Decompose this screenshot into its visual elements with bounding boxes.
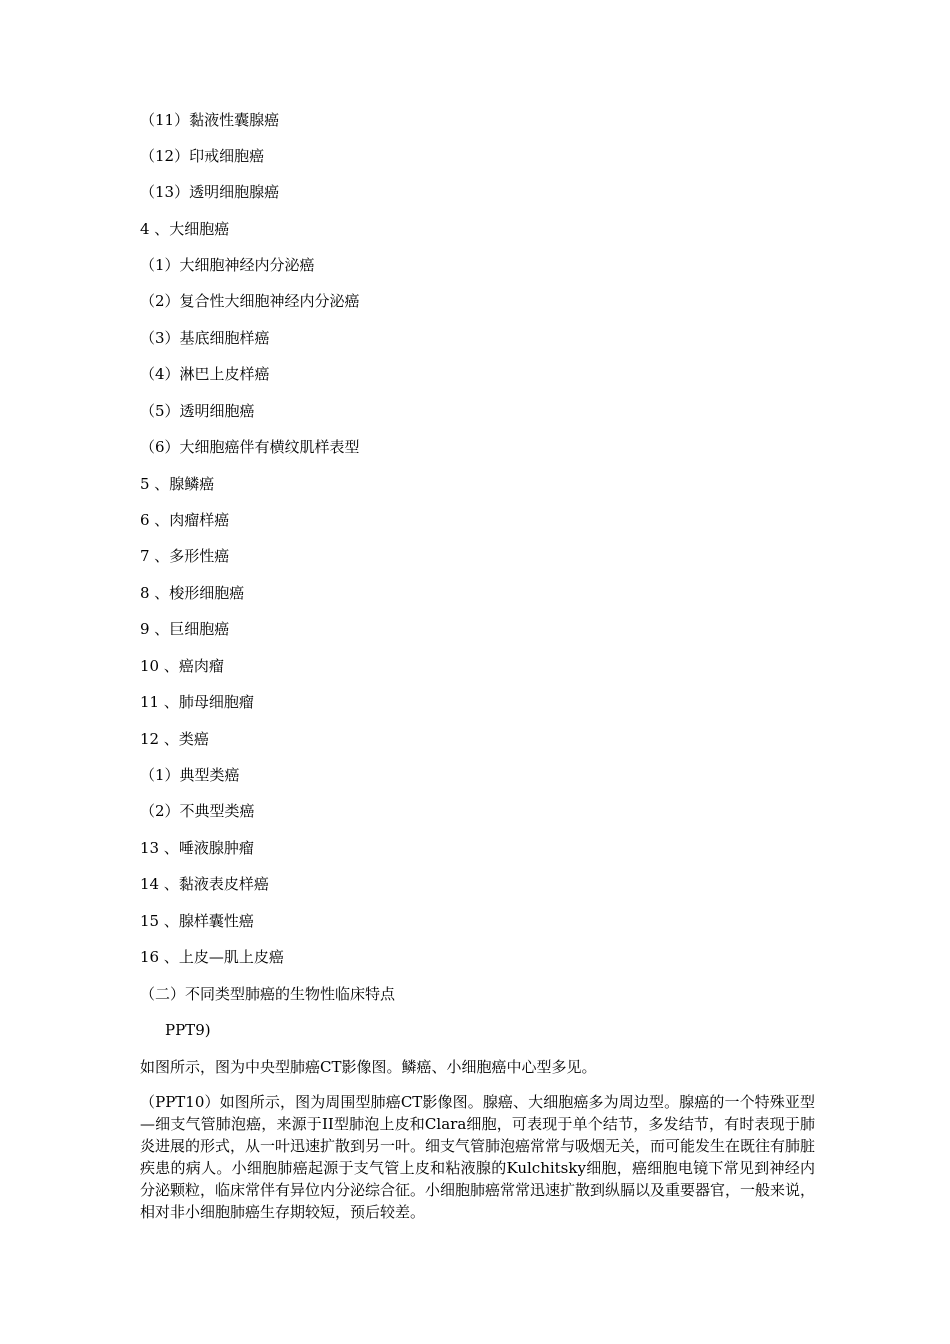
list-item: 16 、上皮—肌上皮癌 [140, 948, 284, 966]
list-item: 13 、唾液腺肿瘤 [140, 839, 254, 857]
list-item: 8 、梭形细胞癌 [140, 584, 245, 602]
list-item: 5 、腺鳞癌 [140, 475, 215, 493]
list-item: 15 、腺样囊性癌 [140, 912, 254, 930]
list-item: （11）黏液性囊腺癌 [140, 111, 280, 129]
section-heading: （二）不同类型肺癌的生物性临床特点 [140, 985, 396, 1003]
list-item: 6 、肉瘤样癌 [140, 511, 230, 529]
list-item: （2）复合性大细胞神经内分泌癌 [140, 292, 360, 310]
list-item: （1）典型类癌 [140, 766, 240, 784]
list-item: （3）基底细胞样癌 [140, 329, 270, 347]
list-item: （13）透明细胞腺癌 [140, 183, 280, 201]
ppt-reference: PPT9) [165, 1021, 211, 1039]
paragraph-peripheral: （PPT10）如图所示，图为周围型肺癌CT影像图。腺癌、大细胞癌多为周边型。腺癌的一个特殊亚型—细支气管肺泡癌，来源于II型肺泡上皮和Clara细胞，可表现于单个结节，多发结节，有时表现于肺炎进展的形式，从一叶迅速扩散到另一叶。细支气管肺泡癌常常与吸烟无关，而可能发生在既往有肺脏疾患的病人。小细胞肺癌起源于支气管上皮和粘液腺的Kulchitsky细胞，癌细胞电镜下常见到神经内分泌颗粒，临床常伴有异位内分泌综合征。小细胞肺癌常常迅速扩散到纵膈以及重要器官，一般来说，相对非小细胞肺癌生存期较短，预后较差。 [140, 1093, 816, 1221]
list-item: 10 、癌肉瘤 [140, 657, 224, 675]
list-item: 14 、黏液表皮样癌 [140, 875, 269, 893]
list-item: （12）印戒细胞癌 [140, 147, 265, 165]
list-item: 7 、多形性癌 [140, 547, 230, 565]
list-item: （6）大细胞癌伴有横纹肌样表型 [140, 438, 360, 456]
paragraph-central: 如图所示，图为中央型肺癌CT影像图。鳞癌、小细胞癌中心型多见。 [140, 1058, 597, 1076]
list-item: 11 、肺母细胞瘤 [140, 693, 254, 711]
list-item: （4）淋巴上皮样癌 [140, 365, 270, 383]
list-item: 4 、大细胞癌 [140, 220, 230, 238]
list-item: （2）不典型类癌 [140, 802, 255, 820]
list-item: （1）大细胞神经内分泌癌 [140, 256, 315, 274]
list-item: 12 、类癌 [140, 730, 209, 748]
list-item: 9 、巨细胞癌 [140, 620, 230, 638]
list-item: （5）透明细胞癌 [140, 402, 255, 420]
